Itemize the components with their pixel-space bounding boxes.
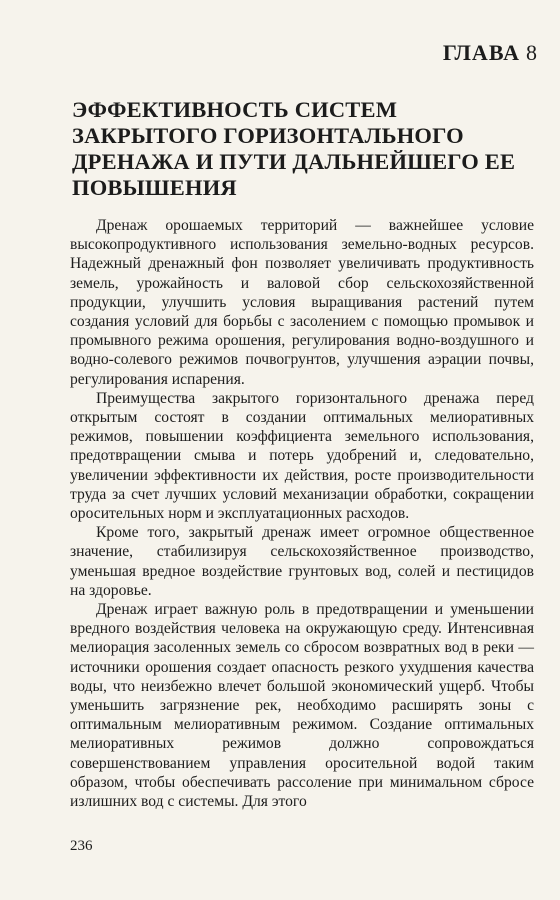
chapter-heading — [443, 40, 538, 66]
paragraph: Кроме того, закрытый дренаж имеет огромное общественное значение, стабилизируя сельскохозяйственное производство, уменьшая вредное воздействие грунтовых вод, солей и пестицидов на здоровье. — [70, 524, 534, 599]
paragraph: Дренаж орошаемых территорий — важнейшее условие высокопродуктивного использования земельно-водных ресурсов. Надежный дренажный фон позволяет увеличивать продуктивность земель, урожайность и валовой сбор сельскохозяйственной продукции, улучшить условия выращивания растений путем создания условий для борьбы с засолением с помощью промывок и промывного режима орошения, регулирования водно-воздушного и водно-солевого режимов почвогрунтов, улучшения аэрации почвы, регулирования испарения. — [70, 217, 534, 388]
page-number: 236 — [70, 838, 93, 854]
paragraph: Преимущества закрытого горизонтального дренажа перед открытым состоят в создании оптимальных мелиоративных режимов, повышении коэффициента земельного использования, предотвращении смыва и потерь удобрений и, следовательно, увеличении эффективности их действия, росте производительности труда за счет лучших условий механизации обработки, сокращении оросительных норм и эксплуатационных расходов. — [70, 389, 534, 523]
chapter-title: ЭФФЕКТИВНОСТЬ СИСТЕМ ЗАКРЫТОГО ГОРИЗОНТАЛЬНОГО ДРЕНАЖА И ПУТИ ДАЛЬНЕЙШЕГО ЕЕ ПОВЫШЕНИЯ — [72, 97, 516, 201]
paragraph: Дренаж играет важную роль в предотвращении и уменьшении вредного воздействия человека на окружающую среду. Интенсивная мелиорация засоленных земель со сбросом возвратных вод в реки — источники орошения создает опасность резкого ухудшения качества воды, что неизбежно влечет большой экономический ущерб. Чтобы уменьшить загрязнение рек, необходимо расширять зоны с оптимальным мелиоративным режимом. Создание оптимальных мелиоративных режимов должно сопровождаться совершенствованием управления оросительной водой таким образом, чтобы обеспечивать рассоление при минимальном сбросе излишних вод с системы. Для этого — [70, 601, 534, 811]
chapter-label: ГЛАВА — [442, 40, 520, 65]
chapter-number: 8 — [526, 40, 538, 65]
body-text — [70, 216, 534, 811]
